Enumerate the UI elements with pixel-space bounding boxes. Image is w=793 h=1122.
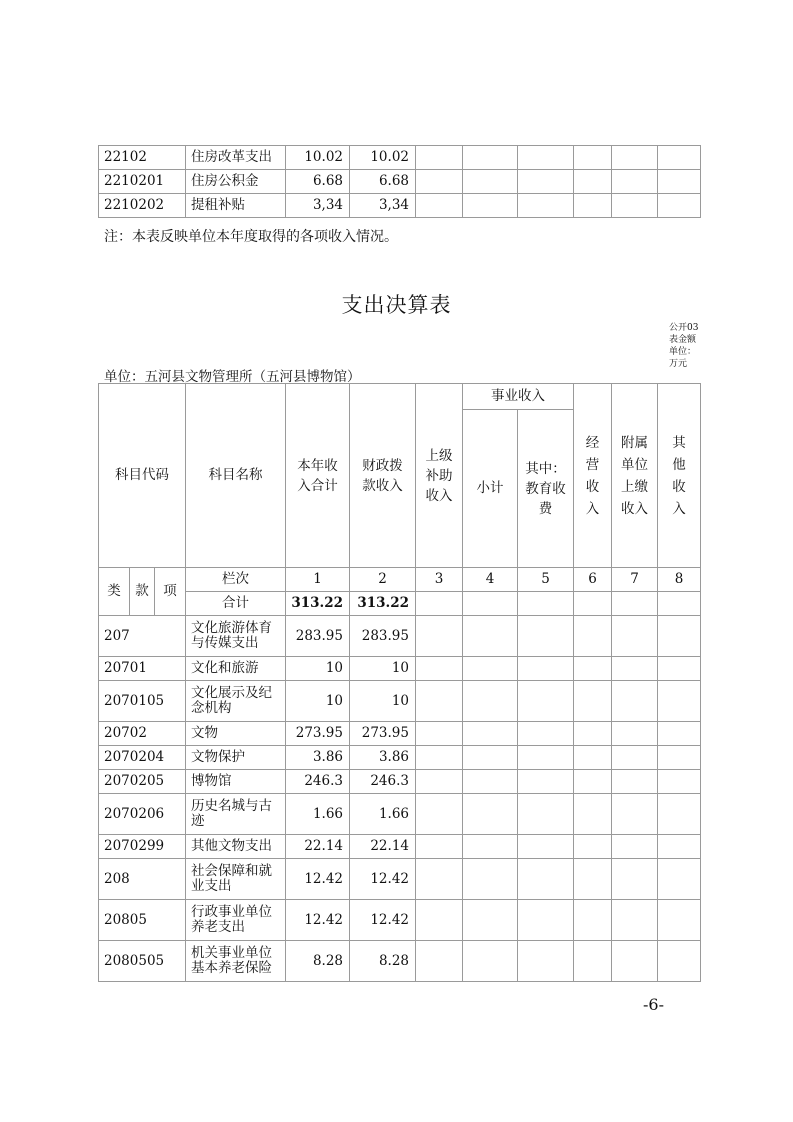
row-fiscal: 3.86 — [350, 746, 416, 770]
header-upper: 上级补助收入 — [416, 384, 463, 568]
column-number: 5 — [518, 568, 574, 592]
column-number: 8 — [658, 568, 701, 592]
row-name: 文化和旅游 — [186, 657, 286, 681]
header-subtotal: 小计 — [463, 410, 518, 568]
row-fiscal: 283.95 — [350, 616, 416, 657]
table-row — [99, 657, 701, 681]
header-fiscal: 财政拨款收入 — [350, 384, 416, 568]
row-name: 文化旅游体育与传媒支出 — [186, 616, 286, 657]
header-operating: 经营收入 — [574, 384, 612, 568]
form-code: 公开03表金额单位：万元 — [669, 323, 699, 369]
table-row — [99, 722, 701, 746]
row-name: 历史名城与古迹 — [186, 794, 286, 835]
header-code: 科目代码 — [99, 384, 186, 568]
column-number: 4 — [463, 568, 518, 592]
row-name: 住房改革支出 — [186, 146, 286, 170]
row-code: 2070204 — [99, 746, 186, 770]
column-number: 3 — [416, 568, 463, 592]
row-total: 12.42 — [286, 900, 350, 941]
sum-label: 合计 — [186, 592, 286, 616]
header-edu: 其中：教育收费 — [518, 410, 574, 568]
sum-total: 313.22 — [286, 592, 350, 616]
row-fiscal: 10 — [350, 657, 416, 681]
row-fiscal: 12.42 — [350, 859, 416, 900]
row-name: 社会保障和就业支出 — [186, 859, 286, 900]
table-row — [99, 146, 701, 170]
income-table-continuation — [98, 145, 701, 218]
header-total: 本年收入合计 — [286, 384, 350, 568]
row-total: 1.66 — [286, 794, 350, 835]
table-row — [99, 859, 701, 900]
table-row — [99, 794, 701, 835]
row-code: 2080505 — [99, 941, 186, 982]
table-note: 注：本表反映单位本年度取得的各项收入情况。 — [104, 229, 398, 245]
row-name: 提租补贴 — [186, 194, 286, 218]
row-name: 博物馆 — [186, 770, 286, 794]
row-total: 8.28 — [286, 941, 350, 982]
column-number: 1 — [286, 568, 350, 592]
column-number: 2 — [350, 568, 416, 592]
row-fiscal: 273.95 — [350, 722, 416, 746]
row-total: 6.68 — [286, 170, 350, 194]
table-row — [99, 746, 701, 770]
page-number: -6- — [643, 995, 664, 1014]
page-title: 支出决算表 — [341, 293, 452, 317]
row-total: 3.86 — [286, 746, 350, 770]
row-code: 22102 — [99, 146, 186, 170]
row-name: 其他文物支出 — [186, 835, 286, 859]
row-total: 246.3 — [286, 770, 350, 794]
row-name: 机关事业单位基本养老保险 — [186, 941, 286, 982]
table-row — [99, 170, 701, 194]
row-total: 10 — [286, 657, 350, 681]
header-xiang: 项 — [155, 568, 186, 616]
column-number: 7 — [612, 568, 658, 592]
table-row — [99, 835, 701, 859]
row-fiscal: 3,34 — [350, 194, 416, 218]
header-kuan: 款 — [130, 568, 155, 616]
row-name: 文化展示及纪念机构 — [186, 681, 286, 722]
header-lei: 类 — [99, 568, 130, 616]
unit-label: 单位：五河县文物管理所（五河县博物馆） — [104, 369, 361, 385]
column-no-label: 栏次 — [186, 568, 286, 592]
row-fiscal: 6.68 — [350, 170, 416, 194]
table-row — [99, 616, 701, 657]
expenditure-table — [98, 383, 701, 982]
header-business: 事业收入 — [463, 384, 574, 410]
table-row — [99, 900, 701, 941]
row-code: 2070206 — [99, 794, 186, 835]
row-code: 207 — [99, 616, 186, 657]
row-total: 10 — [286, 681, 350, 722]
row-fiscal: 12.42 — [350, 900, 416, 941]
row-fiscal: 8.28 — [350, 941, 416, 982]
row-fiscal: 1.66 — [350, 794, 416, 835]
row-fiscal: 10 — [350, 681, 416, 722]
row-code: 2210202 — [99, 194, 186, 218]
row-fiscal: 246.3 — [350, 770, 416, 794]
row-code: 20702 — [99, 722, 186, 746]
table-row — [99, 681, 701, 722]
row-code: 20701 — [99, 657, 186, 681]
row-fiscal: 22.14 — [350, 835, 416, 859]
column-number: 6 — [574, 568, 612, 592]
row-code: 2210201 — [99, 170, 186, 194]
header-name: 科目名称 — [186, 384, 286, 568]
header-other: 其他收入 — [658, 384, 701, 568]
row-code: 2070205 — [99, 770, 186, 794]
row-total: 10.02 — [286, 146, 350, 170]
row-code: 20805 — [99, 900, 186, 941]
row-total: 22.14 — [286, 835, 350, 859]
row-name: 住房公积金 — [186, 170, 286, 194]
table-row — [99, 194, 701, 218]
row-code: 208 — [99, 859, 186, 900]
header-affiliated: 附属单位上缴收入 — [612, 384, 658, 568]
row-code: 2070105 — [99, 681, 186, 722]
row-total: 273.95 — [286, 722, 350, 746]
row-total: 12.42 — [286, 859, 350, 900]
row-code: 2070299 — [99, 835, 186, 859]
table-row — [99, 770, 701, 794]
row-name: 文物保护 — [186, 746, 286, 770]
row-name: 行政事业单位养老支出 — [186, 900, 286, 941]
row-total: 3,34 — [286, 194, 350, 218]
row-name: 文物 — [186, 722, 286, 746]
row-total: 283.95 — [286, 616, 350, 657]
table-row — [99, 941, 701, 982]
sum-fiscal: 313.22 — [350, 592, 416, 616]
row-fiscal: 10.02 — [350, 146, 416, 170]
